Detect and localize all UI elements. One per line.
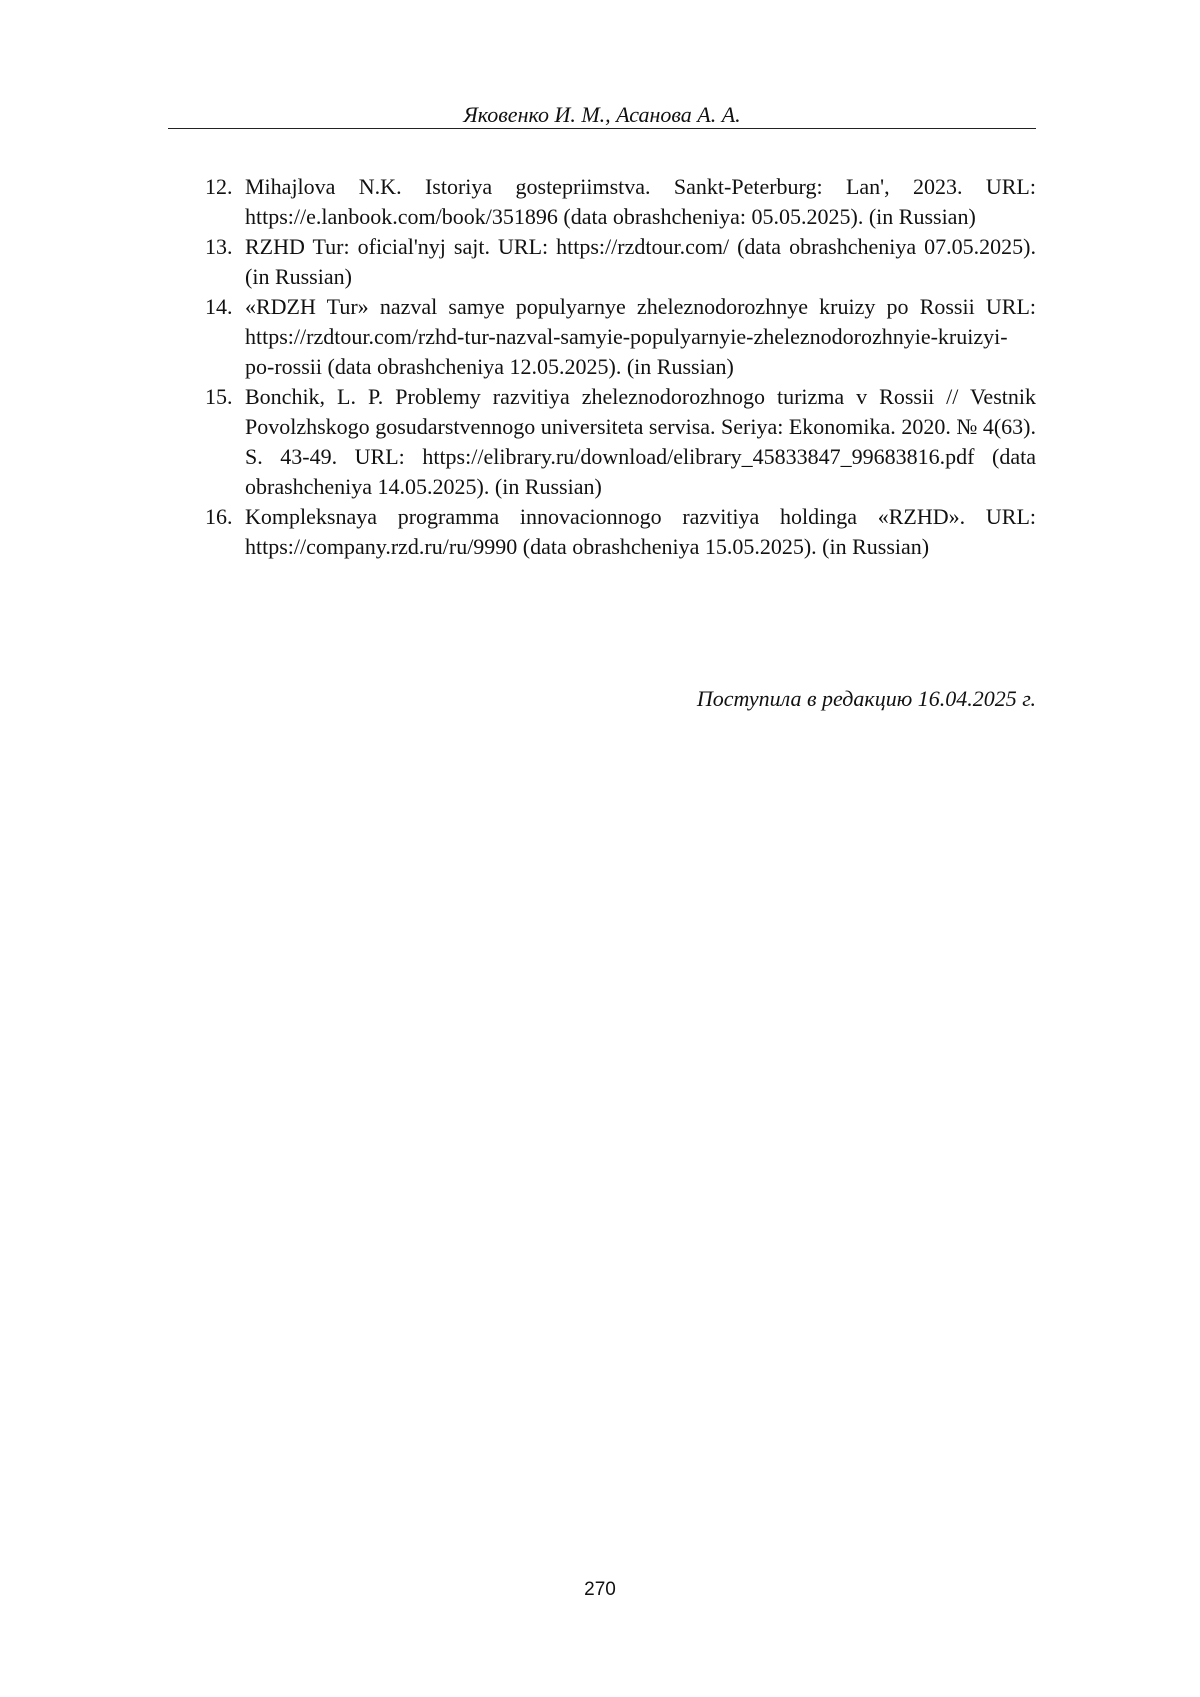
- page-number: 270: [584, 1579, 616, 1600]
- reference-item-14: [205, 292, 1036, 382]
- received-date-note: Поступила в редакцию 16.04.2025 г.: [696, 686, 1036, 711]
- running-header-authors: Яковенко И. М., Асанова А. А.: [463, 102, 741, 127]
- reference-item-13: [205, 232, 1036, 292]
- reference-number: 14.: [205, 294, 233, 319]
- header-rule: [168, 128, 1036, 129]
- reference-number: 16.: [205, 504, 233, 529]
- reference-text: Mihajlova N.K. Istoriya gostepriimstva. Sankt-Peterburg: Lan', 2023. URL: https://e.lanbook.com/book/351896 (data obrashcheniya: 05.05.2025). (in Russian): [245, 174, 1036, 229]
- reference-text: RZHD Tur: oficial'nyj sajt. URL: https://rzdtour.com/ (data obrashcheniya 07.05.2025). (in Russian): [245, 234, 1036, 289]
- reference-number: 15.: [205, 384, 233, 409]
- reference-text: Bonchik, L. P. Problemy razvitiya zheleznodorozhnogo turizma v Rossii // Vestnik Povolzhskogo gosudarstvennogo universiteta servisa. Seriya: Ekonomika. 2020. № 4(63). S. 43-49. URL: https://elibrary.ru/download/elibrary_45833847_99683816.pdf (data obrashcheniya 14.05.2025). (in Russian): [245, 384, 1036, 499]
- reference-item-16: [205, 502, 1036, 562]
- reference-number: 12.: [205, 174, 233, 199]
- reference-item-12: [205, 172, 1036, 232]
- reference-text: Kompleksnaya programma innovacionnogo razvitiya holdinga «RZHD». URL: https://company.rzd.ru/ru/9990 (data obrashcheniya 15.05.2025). (in Russian): [245, 504, 1036, 559]
- reference-number: 13.: [205, 234, 233, 259]
- reference-text: «RDZH Tur» nazval samye populyarnye zheleznodorozhnye kruizy po Rossii URL: https://rzdtour.com/rzhd-tur-nazval-samyie-populyarnyie-zheleznodorozhnyie-kruizyi-po-rossii (data obrashcheniya 12.05.2025). (in Russian): [245, 294, 1036, 379]
- reference-item-15: [205, 382, 1036, 502]
- reference-list: [205, 172, 1036, 562]
